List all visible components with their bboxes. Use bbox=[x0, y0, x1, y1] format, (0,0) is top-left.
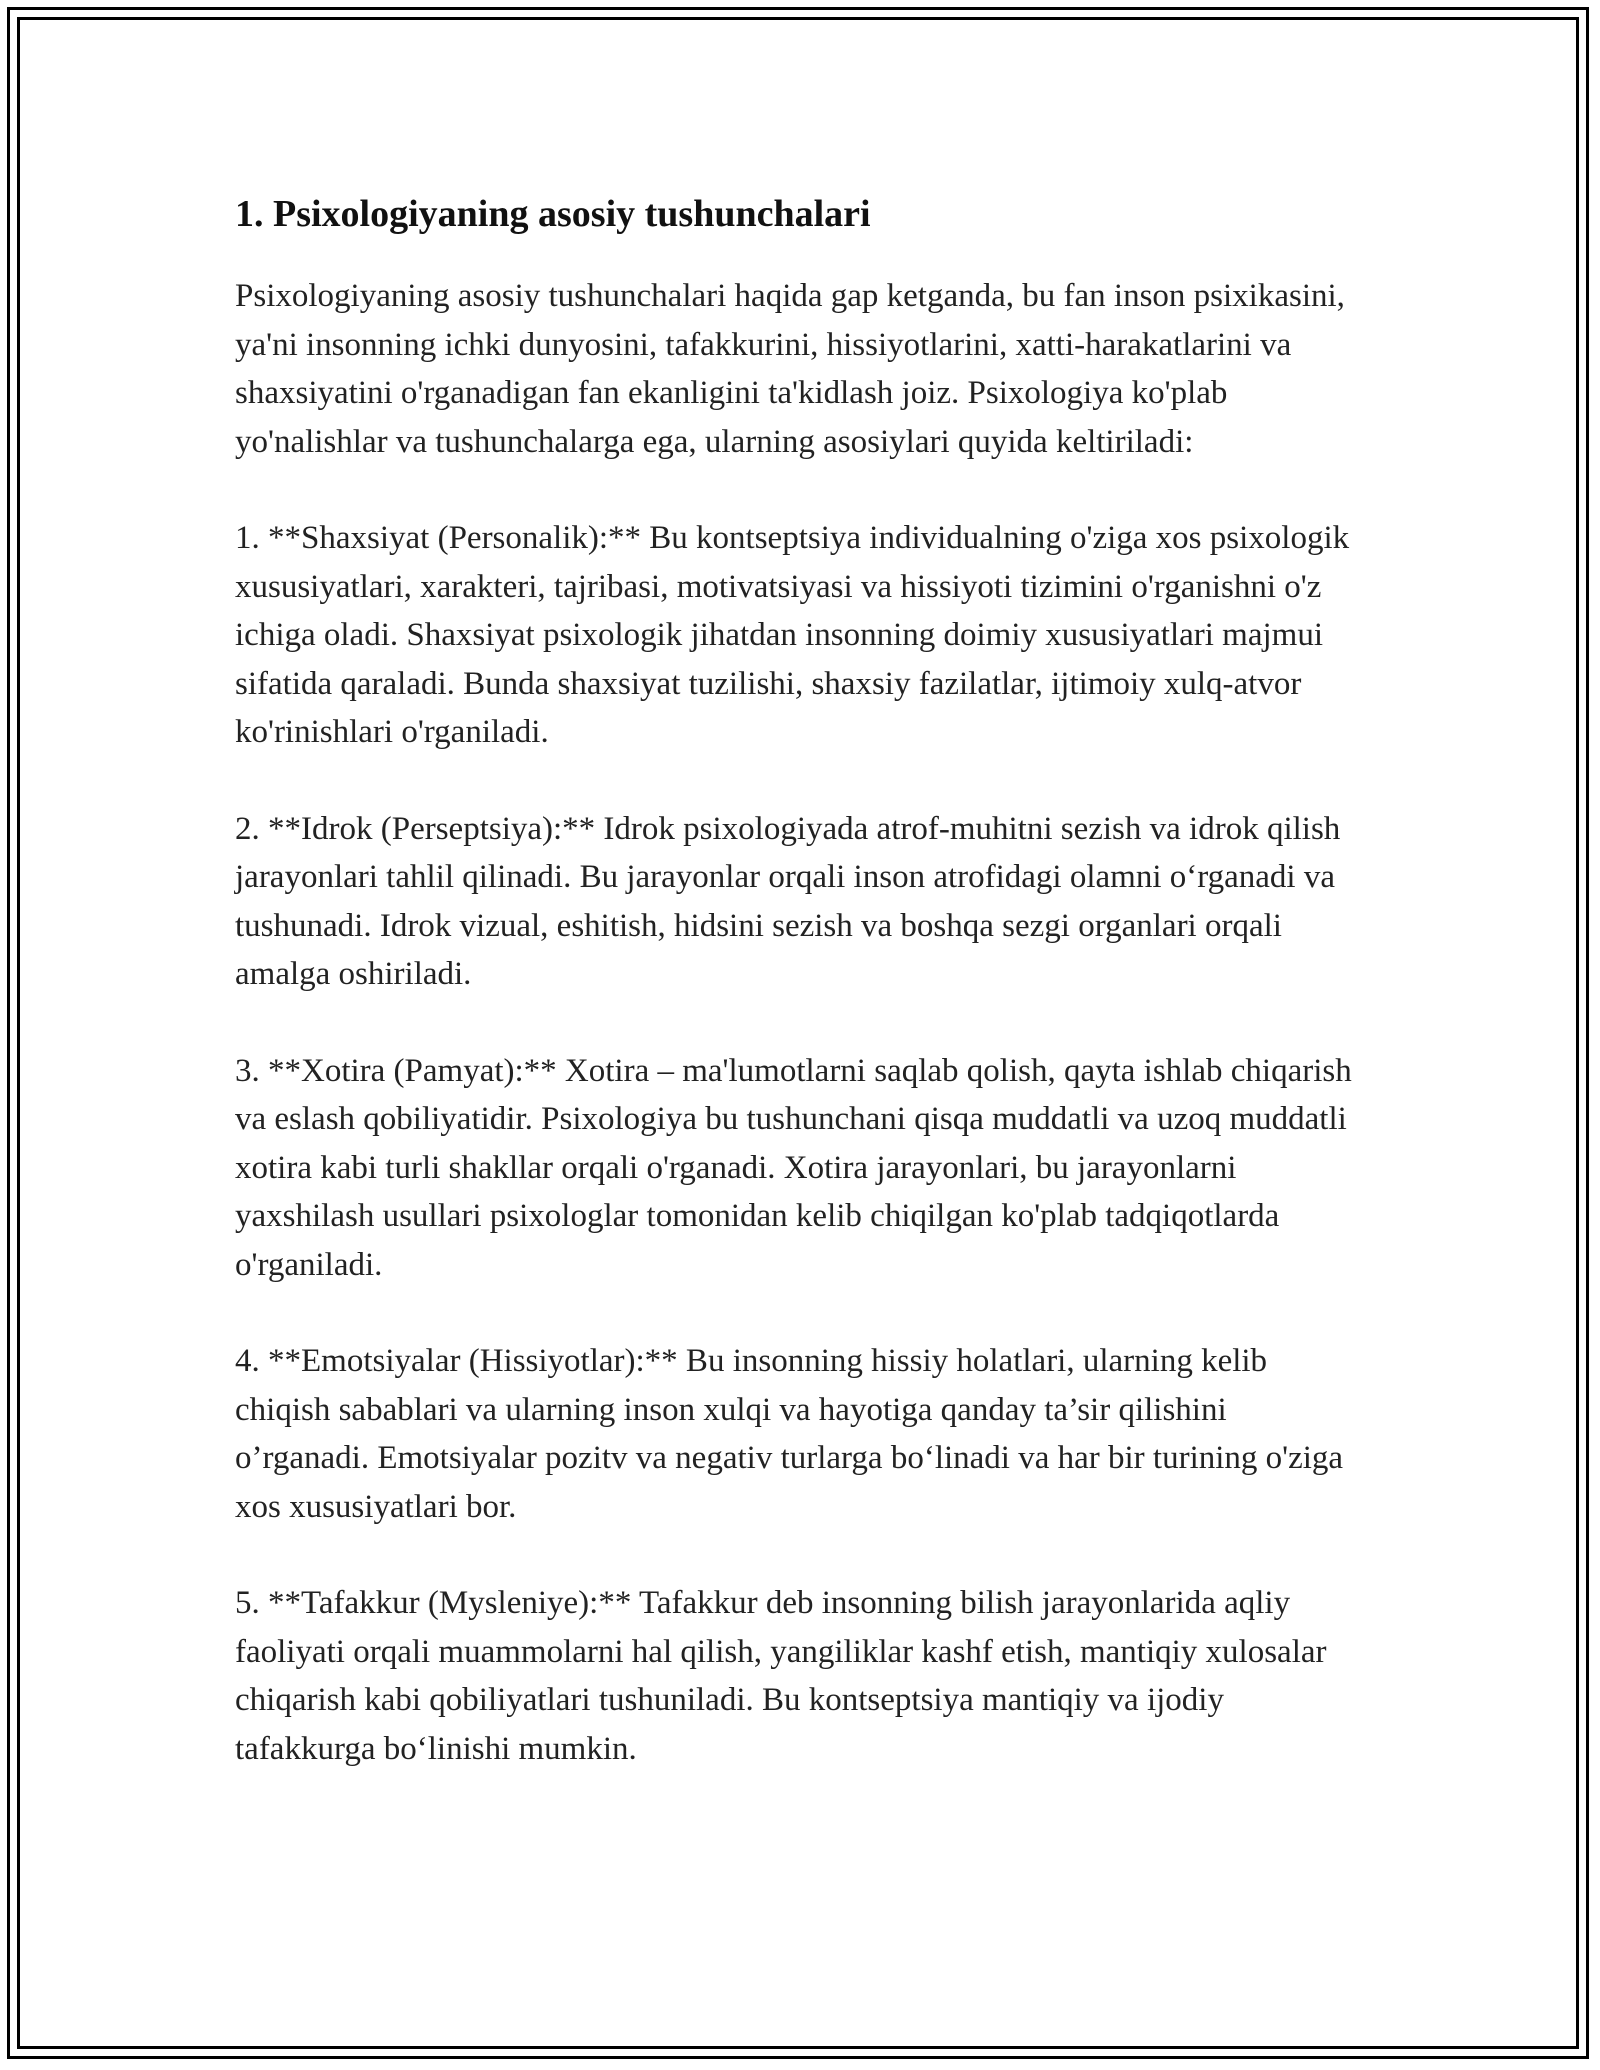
intro-paragraph: Psixologiyaning asosiy tushunchalari haqida gap ketganda, bu fan inson psixikasini, ya'ni insonning ichki dunyosini, tafakkurini, hissiyotlarini, xatti-harakatlarini va shaxsiyatini o'rganadigan fan ekanligini ta'kidlash joiz. Psixologiya ko'plab yo'nalishlar va tushunchalarga ega, ularning asosiylari quyida keltiriladi: bbox=[235, 278, 1345, 460]
list-item-emotsiyalar: 4. **Emotsiyalar (Hissiyotlar):** Bu insonning hissiy holatlari, ularning kelib chiqish sabablari va ularning inson xulqi va hayotiga qanday ta’sir qilishini o’rganadi. Emotsiyalar pozitv va negativ turlarga bo‘linadi va har bir turining o'ziga xos xususiyatlari bor. bbox=[235, 1343, 1344, 1525]
document-body bbox=[235, 186, 1365, 1821]
list-item-xotira: 3. **Xotira (Pamyat):** Xotira – ma'lumotlarni saqlab qolish, qayta ishlab chiqarish va eslash qobiliyatidir. Psixologiya bu tushunchani qisqa muddatli va uzoq muddatli xotira kabi turli shakllar orqali o'rganadi. Xotira jarayonlari, bu jarayonlarni yaxshilash usullari psixologlar tomonidan kelib chiqilgan ko'plab tadqiqotlarda o'rganiladi. bbox=[235, 1052, 1352, 1283]
list-item-idrok: 2. **Idrok (Perseptsiya):** Idrok psixologiyada atrof-muhitni sezish va idrok qilish jarayonlari tahlil qilinadi. Bu jarayonlar orqali inson atrofidagi olamni o‘rganadi va tushunadi. Idrok vizual, eshitish, hidsini sezish va boshqa sezgi organlari orqali amalga oshiriladi. bbox=[235, 810, 1341, 992]
section-heading: 1. Psixologiyaning asosiy tushunchalari bbox=[235, 193, 871, 235]
list-item-shaxsiyat: 1. **Shaxsiyat (Personalik):** Bu kontseptsiya individualning o'ziga xos psixologik xususiyatlari, xarakteri, tajribasi, motivatsiyasi va hissiyoti tizimini o'rganishni o'z ichiga oladi. Shaxsiyat psixologik jihatdan insonning doimiy xususiyatlari majmui sifatida qaraladi. Bunda shaxsiyat tuzilishi, shaxsiy fazilatlar, ijtimoiy xulq-atvor ko'rinishlari o'rganiladi. bbox=[235, 520, 1350, 750]
list-item-tafakkur: 5. **Tafakkur (Mysleniye):** Tafakkur deb insonning bilish jarayonlarida aqliy faoliyati orqali muammolarni hal qilish, yangiliklar kashf etish, mantiqiy xulosalar chiqarish kabi qobiliyatlari tushuniladi. Bu kontseptsiya mantiqiy va ijodiy tafakkurga bo‘linishi mumkin. bbox=[235, 1585, 1327, 1767]
